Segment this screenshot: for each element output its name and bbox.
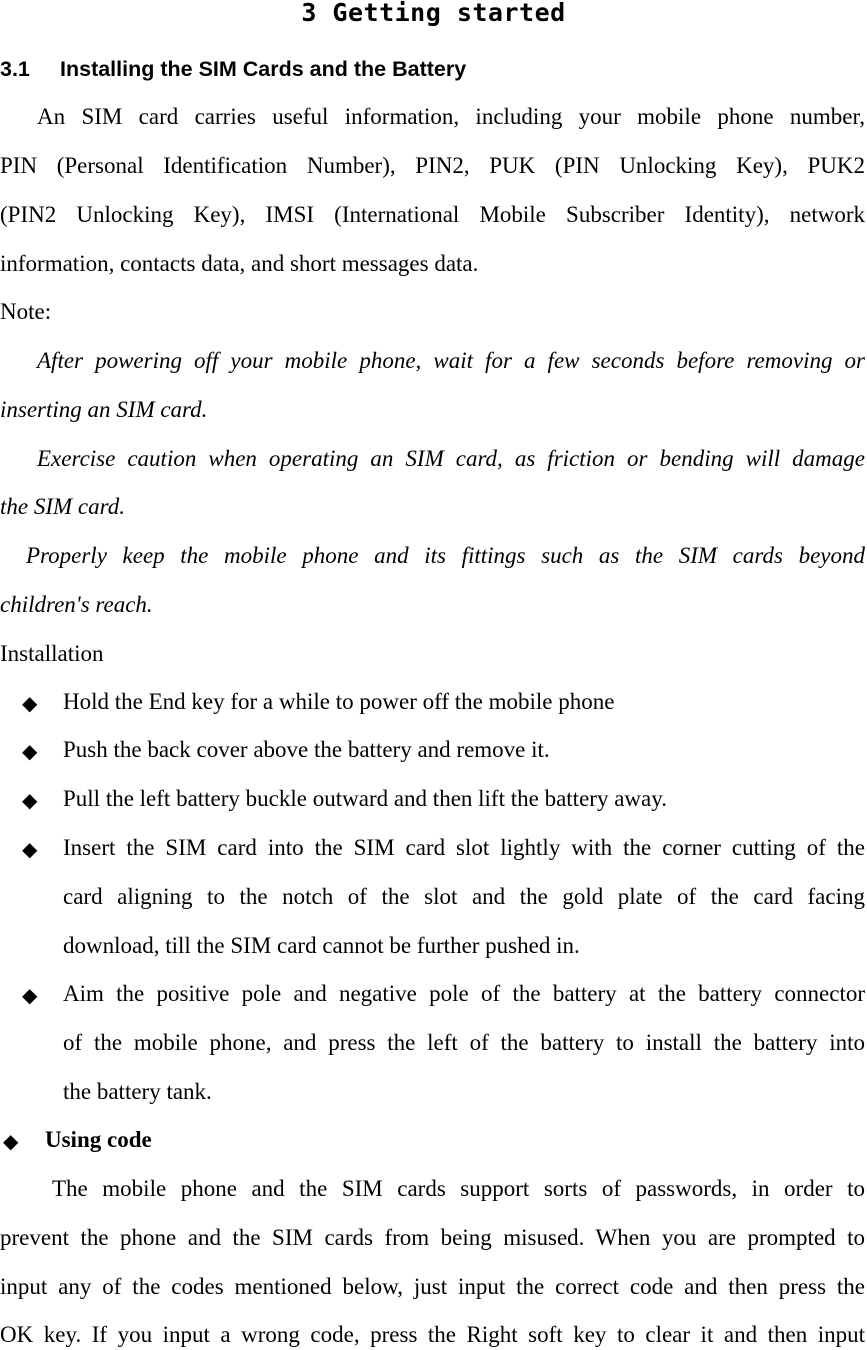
note-line: Exercise caution when operating an SIM card, as friction or bending will damage (37, 446, 865, 471)
section-title: Installing the SIM Cards and the Battery (60, 57, 467, 81)
step-line: the battery tank. (63, 1079, 212, 1104)
step-line: Hold the End key for a while to power off the mobile phone (63, 689, 615, 714)
step-line: download, till the SIM card cannot be further pushed in. (63, 933, 580, 958)
section-number: 3.1 (0, 57, 30, 81)
step-line: Pull the left battery buckle outward and then lift the battery away. (63, 786, 667, 811)
note-line: children's reach. (0, 592, 153, 617)
section-heading (0, 57, 466, 82)
note-line: the SIM card. (0, 494, 125, 519)
bullet-diamond-icon: ◆ (22, 983, 38, 1007)
using-code-line: prevent the phone and the SIM cards from being misused. When you are prompted to (0, 1225, 865, 1250)
using-code-line: input any of the codes mentioned below, just input the correct code and then press the (0, 1274, 865, 1299)
using-code-heading: Using code (45, 1127, 152, 1152)
step-line: card aligning to the notch of the slot and the gold plate of the card facing (63, 884, 865, 909)
step-line: Push the back cover above the battery and remove it. (63, 737, 550, 762)
step-line: of the mobile phone, and press the left of the battery to install the battery into (63, 1030, 865, 1055)
intro-line: information, contacts data, and short messages data. (0, 251, 479, 276)
intro-line: PIN (Personal Identification Number), PIN2, PUK (PIN Unlocking Key), PUK2 (0, 153, 865, 178)
intro-line: An SIM card carries useful information, including your mobile phone number, (37, 104, 865, 129)
bullet-diamond-icon: ◆ (22, 837, 38, 861)
using-code-line: The mobile phone and the SIM cards support sorts of passwords, in order to (52, 1176, 865, 1201)
intro-line: (PIN2 Unlocking Key), IMSI (International Mobile Subscriber Identity), network (0, 202, 865, 227)
step-line: Insert the SIM card into the SIM card slot lightly with the corner cutting of the (63, 835, 865, 860)
bullet-diamond-icon: ◆ (22, 788, 38, 812)
bullet-diamond-icon: ◆ (22, 739, 38, 763)
bullet-diamond-icon: ◆ (22, 691, 38, 715)
step-line: Aim the positive pole and negative pole of the battery at the battery connector (63, 981, 865, 1006)
bullet-diamond-icon: ◆ (3, 1129, 19, 1153)
using-code-line: OK key. If you input a wrong code, press the Right soft key to clear it and then input (0, 1322, 865, 1347)
chapter-title: 3 Getting started (301, 0, 566, 27)
note-line: inserting an SIM card. (0, 397, 208, 422)
note-line: After powering off your mobile phone, wait for a few seconds before removing or (37, 348, 865, 373)
note-line: Properly keep the mobile phone and its fittings such as the SIM cards beyond (26, 543, 865, 568)
installation-label: Installation (0, 641, 104, 666)
note-label: Note: (0, 299, 52, 324)
